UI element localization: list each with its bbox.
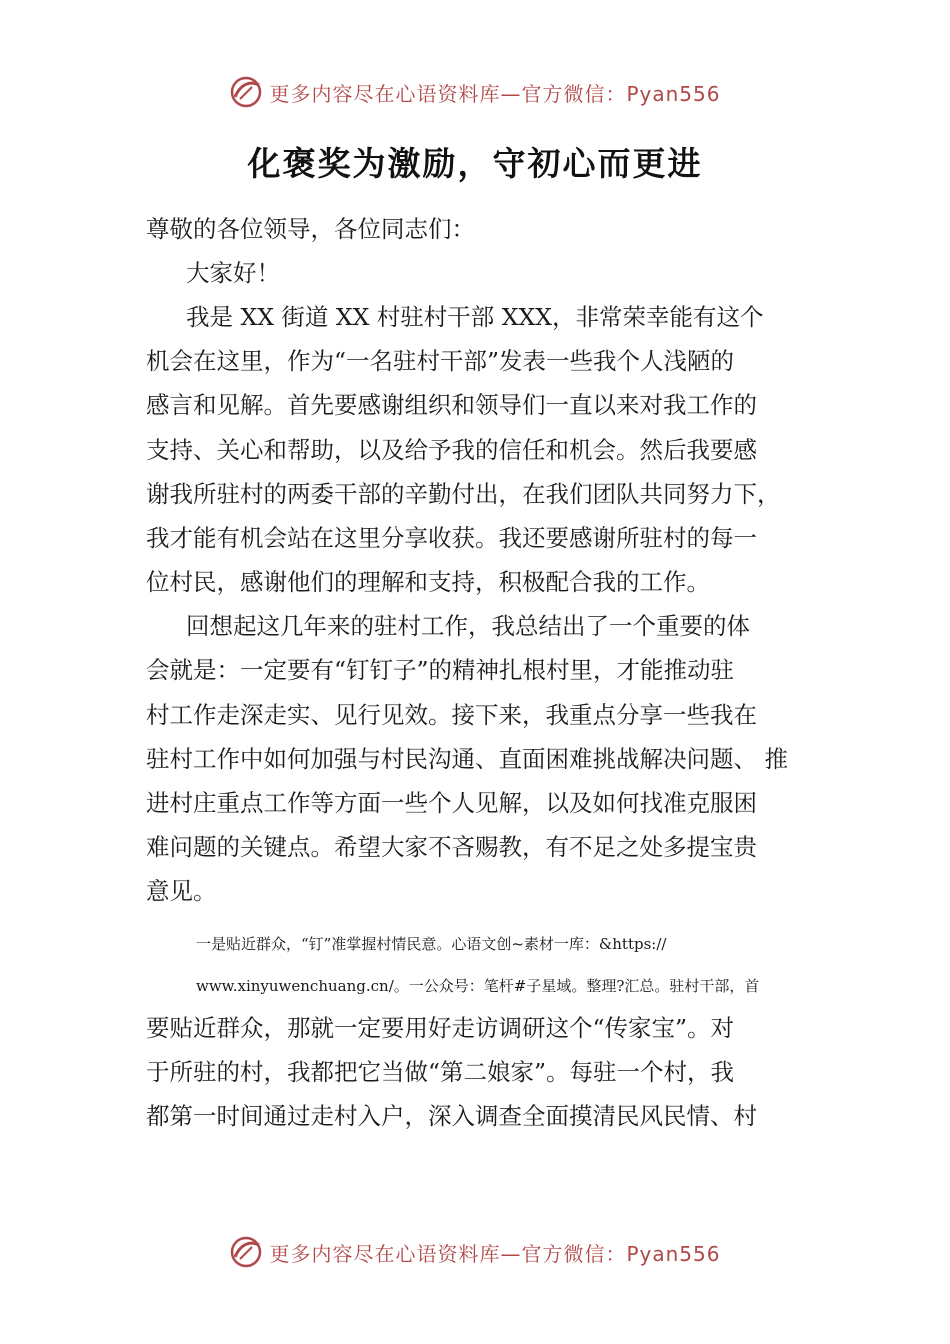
paragraph-line: 回想起这几年来的驻村工作，我总结出了一个重要的体 — [186, 612, 750, 640]
footer-banner — [0, 1232, 950, 1272]
paragraph-line: 意见。 — [146, 877, 217, 905]
paragraph-line: 我才能有机会站在这里分享收获。我还要感谢所驻村的每一 — [146, 524, 757, 552]
salutation: 尊敬的各位领导，各位同志们： — [146, 215, 475, 243]
paragraph-line: 我是 XX 街道 XX 村驻村干部 XXX，非常荣幸能有这个 — [186, 303, 764, 331]
paragraph-line: 进村庄重点工作等方面一些个人见解，以及如何找准克服困 — [146, 789, 757, 817]
paragraph-line: 村工作走深走实、见行见效。接下来，我重点分享一些我在 — [146, 701, 757, 729]
paragraph-line: 支持、关心和帮助，以及给予我的信任和机会。然后我要感 — [146, 436, 757, 464]
watermark-line: 一是贴近群众，“钉”准掌握村情民意。心语文创~素材一库：&https:// — [196, 935, 667, 953]
paragraph-line: 位村民，感谢他们的理解和支持，积极配合我的工作。 — [146, 568, 710, 596]
paragraph-line: 于所驻的村，我都把它当做“第二娘家”。每驻一个村，我 — [146, 1058, 735, 1086]
seal-logo-icon — [229, 1235, 263, 1269]
header-banner — [0, 72, 950, 112]
page-title: 化褒奖为激励，守初心而更进 — [247, 144, 703, 183]
paragraph-line: 感言和见解。首先要感谢组织和领导们一直以来对我工作的 — [146, 391, 757, 419]
paragraph-line: 驻村工作中如何加强与村民沟通、直面困难挑战解决问题、 推 — [146, 745, 788, 773]
watermark-line: www.xinyuwenchuang.cn/。一公众号：笔杆#子星域。整理?汇总。驻村干部，首 — [196, 977, 760, 995]
greeting: 大家好！ — [186, 259, 280, 287]
paragraph-line: 都第一时间通过走村入户，深入调查全面摸清民风民情、村 — [146, 1102, 757, 1130]
paragraph-line: 要贴近群众，那就一定要用好走访调研这个“传家宝”。对 — [146, 1014, 735, 1042]
seal-logo-icon — [229, 75, 263, 109]
paragraph-line: 谢我所驻村的两委干部的辛勤付出，在我们团队共同努力下， — [146, 480, 781, 508]
paragraph-line: 难问题的关键点。希望大家不吝赐教，有不足之处多提宝贵 — [146, 833, 757, 861]
footer-banner-text: 更多内容尽在心语资料库—官方微信：Pyan556 — [269, 1241, 721, 1266]
header-banner-text: 更多内容尽在心语资料库—官方微信：Pyan556 — [269, 81, 721, 106]
paragraph-line: 会就是：一定要有“钉钉子”的精神扎根村里，才能推动驻 — [146, 656, 735, 684]
paragraph-line: 机会在这里，作为“一名驻村干部”发表一些我个人浅陋的 — [146, 347, 735, 375]
